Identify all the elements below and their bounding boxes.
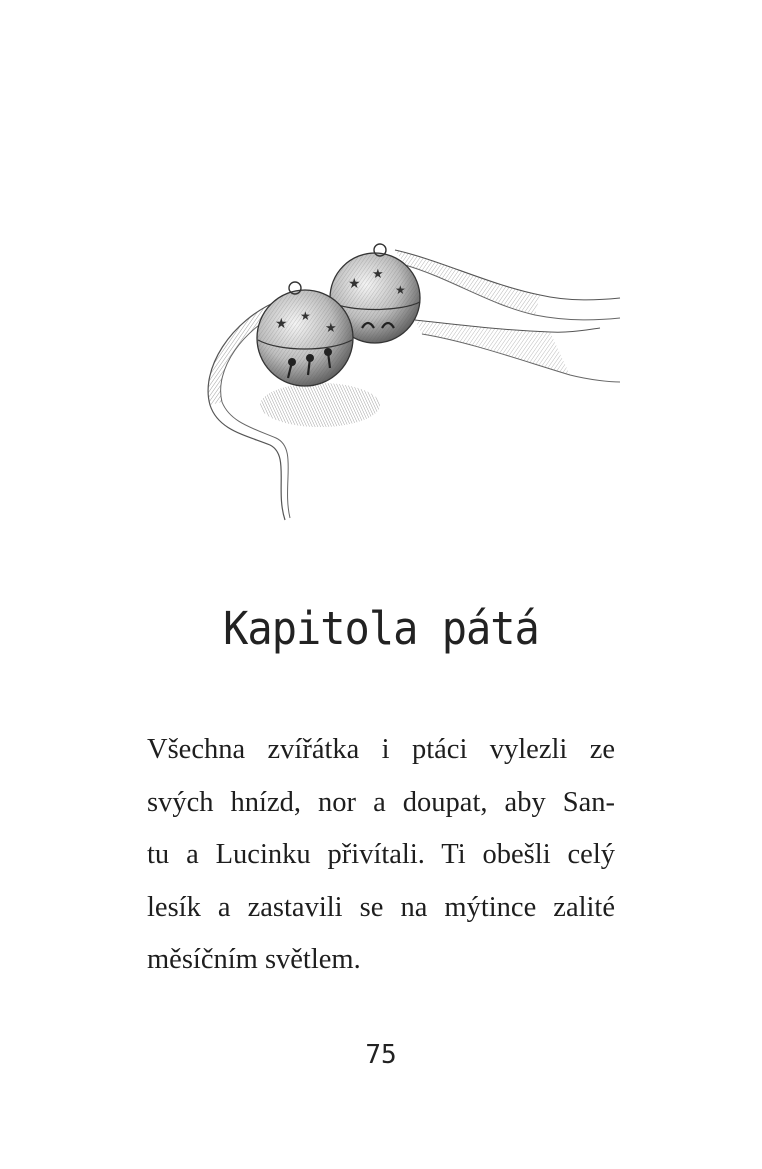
svg-text:★: ★ (395, 283, 406, 297)
svg-text:★: ★ (300, 309, 311, 323)
chapter-body (147, 724, 615, 987)
body-line: lesík a zastavili se na mýtince zalité (147, 891, 615, 923)
body-line: Všechna zvířátka i ptáci vylezli ze (147, 734, 615, 765)
svg-text:★: ★ (372, 267, 384, 282)
body-line: tu a Lucinku přivítali. Ti obešli celý (147, 839, 615, 870)
page-number: 75 (365, 1040, 397, 1070)
body-line: měsíčním světlem. (147, 944, 361, 975)
svg-text:★: ★ (275, 316, 288, 332)
svg-text:★: ★ (348, 276, 361, 292)
svg-text:★: ★ (325, 321, 337, 336)
chapter-title: Kapitola pátá (223, 602, 539, 655)
jingle-bells-icon (190, 230, 630, 530)
body-line: svých hnízd, nor a doupat, aby San- (147, 786, 615, 818)
